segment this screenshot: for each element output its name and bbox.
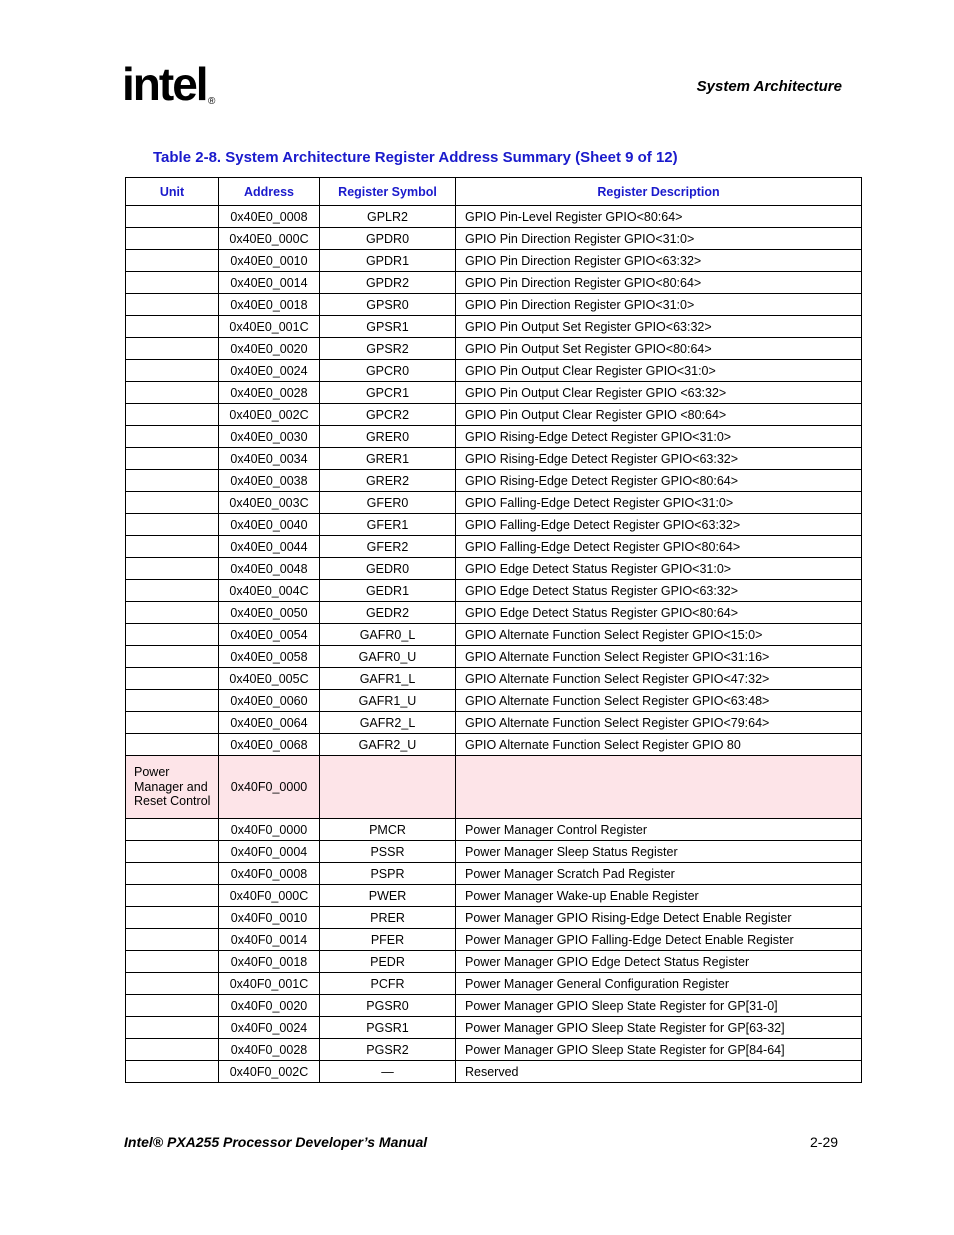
- unit-cell: [126, 448, 219, 470]
- register-description-cell: GPIO Pin Direction Register GPIO<31:0>: [456, 228, 862, 250]
- unit-cell: [126, 885, 219, 907]
- unit-cell: [126, 1017, 219, 1039]
- register-description-cell: Power Manager Scratch Pad Register: [456, 863, 862, 885]
- register-description-cell: Power Manager General Configuration Register: [456, 973, 862, 995]
- register-description-cell: Power Manager GPIO Edge Detect Status Register: [456, 951, 862, 973]
- register-description-cell: Power Manager Wake-up Enable Register: [456, 885, 862, 907]
- register-symbol-cell: GPSR0: [320, 294, 456, 316]
- unit-cell: [126, 228, 219, 250]
- register-description-cell: GPIO Alternate Function Select Register GPIO<47:32>: [456, 668, 862, 690]
- address-cell: 0x40F0_0024: [219, 1017, 320, 1039]
- register-symbol-cell: GPCR1: [320, 382, 456, 404]
- unit-cell: [126, 951, 219, 973]
- address-cell: 0x40E0_0060: [219, 690, 320, 712]
- register-symbol-cell: GFER2: [320, 536, 456, 558]
- address-cell: 0x40F0_000C: [219, 885, 320, 907]
- table-row: [126, 885, 862, 907]
- unit-cell: [126, 907, 219, 929]
- register-symbol-cell: GRER2: [320, 470, 456, 492]
- register-description-cell: GPIO Alternate Function Select Register GPIO<63:48>: [456, 690, 862, 712]
- address-cell: 0x40E0_0038: [219, 470, 320, 492]
- register-description-cell: GPIO Pin Output Clear Register GPIO<31:0>: [456, 360, 862, 382]
- table-row: [126, 338, 862, 360]
- register-description-cell: GPIO Pin Direction Register GPIO<63:32>: [456, 250, 862, 272]
- table-row: [126, 668, 862, 690]
- section-row: [126, 756, 862, 819]
- table-header-row: [126, 178, 862, 206]
- table-row: [126, 470, 862, 492]
- address-cell: 0x40E0_0040: [219, 514, 320, 536]
- register-description-cell: GPIO Rising-Edge Detect Register GPIO<31:0>: [456, 426, 862, 448]
- table-row: [126, 995, 862, 1017]
- register-symbol-cell: [320, 756, 456, 819]
- address-cell: 0x40F0_0010: [219, 907, 320, 929]
- register-table: [125, 177, 862, 1083]
- register-symbol-cell: GPLR2: [320, 206, 456, 228]
- table-row: [126, 382, 862, 404]
- register-description-cell: GPIO Pin Direction Register GPIO<80:64>: [456, 272, 862, 294]
- address-cell: 0x40F0_002C: [219, 1061, 320, 1083]
- address-cell: 0x40F0_0000: [219, 756, 320, 819]
- register-symbol-cell: GFER1: [320, 514, 456, 536]
- unit-cell: [126, 819, 219, 841]
- address-cell: 0x40F0_0028: [219, 1039, 320, 1061]
- register-symbol-cell: PRER: [320, 907, 456, 929]
- table-row: [126, 602, 862, 624]
- unit-cell: [126, 1039, 219, 1061]
- unit-cell: [126, 1061, 219, 1083]
- column-header-register-description: Register Description: [456, 178, 862, 206]
- address-cell: 0x40E0_0050: [219, 602, 320, 624]
- register-symbol-cell: GAFR1_U: [320, 690, 456, 712]
- footer-manual-title: Intel® PXA255 Processor Developer’s Manual: [124, 1134, 428, 1150]
- register-symbol-cell: PWER: [320, 885, 456, 907]
- register-description-cell: GPIO Falling-Edge Detect Register GPIO<31:0>: [456, 492, 862, 514]
- register-description-cell: GPIO Pin Output Set Register GPIO<63:32>: [456, 316, 862, 338]
- address-cell: 0x40E0_0030: [219, 426, 320, 448]
- table-caption: Table 2-8. System Architecture Register Address Summary (Sheet 9 of 12): [153, 149, 678, 166]
- unit-cell: [126, 426, 219, 448]
- address-cell: 0x40F0_0004: [219, 841, 320, 863]
- table-body: [126, 206, 862, 1083]
- unit-cell: [126, 338, 219, 360]
- unit-cell: [126, 536, 219, 558]
- register-symbol-cell: GAFR1_L: [320, 668, 456, 690]
- register-symbol-cell: GPDR0: [320, 228, 456, 250]
- register-symbol-cell: GPDR1: [320, 250, 456, 272]
- table-row: [126, 624, 862, 646]
- register-symbol-cell: GPCR2: [320, 404, 456, 426]
- address-cell: 0x40E0_003C: [219, 492, 320, 514]
- unit-cell: [126, 995, 219, 1017]
- unit-cell: [126, 294, 219, 316]
- unit-cell: [126, 929, 219, 951]
- table-row: [126, 250, 862, 272]
- unit-cell: [126, 404, 219, 426]
- register-symbol-cell: GRER0: [320, 426, 456, 448]
- register-symbol-cell: PCFR: [320, 973, 456, 995]
- register-symbol-cell: —: [320, 1061, 456, 1083]
- unit-cell: [126, 558, 219, 580]
- register-symbol-cell: GAFR0_U: [320, 646, 456, 668]
- address-cell: 0x40F0_0018: [219, 951, 320, 973]
- table-row: [126, 929, 862, 951]
- register-description-cell: Power Manager GPIO Sleep State Register for GP[63-32]: [456, 1017, 862, 1039]
- register-description-cell: GPIO Pin Direction Register GPIO<31:0>: [456, 294, 862, 316]
- register-description-cell: GPIO Falling-Edge Detect Register GPIO<80:64>: [456, 536, 862, 558]
- register-description-cell: GPIO Alternate Function Select Register GPIO<15:0>: [456, 624, 862, 646]
- table-row: [126, 863, 862, 885]
- register-description-cell: Reserved: [456, 1061, 862, 1083]
- register-symbol-cell: GEDR2: [320, 602, 456, 624]
- address-cell: 0x40E0_0020: [219, 338, 320, 360]
- register-symbol-cell: PSSR: [320, 841, 456, 863]
- table-row: [126, 404, 862, 426]
- column-header-unit: Unit: [126, 178, 219, 206]
- table-row: [126, 514, 862, 536]
- register-symbol-cell: GRER1: [320, 448, 456, 470]
- register-symbol-cell: PSPR: [320, 863, 456, 885]
- intel-logo: [122, 58, 232, 120]
- register-symbol-cell: GPSR2: [320, 338, 456, 360]
- table-row: [126, 558, 862, 580]
- column-header-register-symbol: Register Symbol: [320, 178, 456, 206]
- unit-cell: [126, 734, 219, 756]
- address-cell: 0x40E0_0008: [219, 206, 320, 228]
- address-cell: 0x40E0_0044: [219, 536, 320, 558]
- register-symbol-cell: PFER: [320, 929, 456, 951]
- table-row: [126, 951, 862, 973]
- register-description-cell: GPIO Rising-Edge Detect Register GPIO<80:64>: [456, 470, 862, 492]
- table-row: [126, 206, 862, 228]
- register-description-cell: GPIO Alternate Function Select Register GPIO<31:16>: [456, 646, 862, 668]
- address-cell: 0x40E0_0034: [219, 448, 320, 470]
- table-row: [126, 690, 862, 712]
- register-description-cell: Power Manager GPIO Rising-Edge Detect Enable Register: [456, 907, 862, 929]
- register-symbol-cell: PMCR: [320, 819, 456, 841]
- register-description-cell: GPIO Pin-Level Register GPIO<80:64>: [456, 206, 862, 228]
- unit-cell: [126, 841, 219, 863]
- section-title: System Architecture: [696, 78, 842, 95]
- address-cell: 0x40F0_0020: [219, 995, 320, 1017]
- table-row: [126, 536, 862, 558]
- table-row: [126, 426, 862, 448]
- unit-cell: [126, 624, 219, 646]
- address-cell: 0x40F0_001C: [219, 973, 320, 995]
- address-cell: 0x40E0_0058: [219, 646, 320, 668]
- address-cell: 0x40F0_0014: [219, 929, 320, 951]
- register-symbol-cell: PGSR2: [320, 1039, 456, 1061]
- unit-cell: [126, 360, 219, 382]
- register-description-cell: [456, 756, 862, 819]
- register-symbol-cell: GEDR0: [320, 558, 456, 580]
- unit-cell: [126, 470, 219, 492]
- table-row: [126, 1039, 862, 1061]
- register-description-cell: GPIO Pin Output Clear Register GPIO <80:64>: [456, 404, 862, 426]
- address-cell: 0x40E0_0048: [219, 558, 320, 580]
- unit-cell: [126, 690, 219, 712]
- table-row: [126, 228, 862, 250]
- address-cell: 0x40E0_0028: [219, 382, 320, 404]
- register-description-cell: Power Manager GPIO Sleep State Register for GP[31-0]: [456, 995, 862, 1017]
- table-row: [126, 1017, 862, 1039]
- register-symbol-cell: GAFR2_L: [320, 712, 456, 734]
- register-description-cell: Power Manager Sleep Status Register: [456, 841, 862, 863]
- register-symbol-cell: GPSR1: [320, 316, 456, 338]
- table-row: [126, 646, 862, 668]
- register-description-cell: GPIO Pin Output Clear Register GPIO <63:32>: [456, 382, 862, 404]
- unit-cell: Power Manager and Reset Control: [126, 756, 219, 819]
- address-cell: 0x40E0_005C: [219, 668, 320, 690]
- register-description-cell: GPIO Edge Detect Status Register GPIO<31:0>: [456, 558, 862, 580]
- table-row: [126, 734, 862, 756]
- address-cell: 0x40E0_0018: [219, 294, 320, 316]
- unit-cell: [126, 602, 219, 624]
- intel-wordmark: intel: [122, 58, 207, 110]
- unit-cell: [126, 863, 219, 885]
- register-symbol-cell: GEDR1: [320, 580, 456, 602]
- table-row: [126, 1061, 862, 1083]
- register-description-cell: Power Manager GPIO Falling-Edge Detect Enable Register: [456, 929, 862, 951]
- table-row: [126, 580, 862, 602]
- address-cell: 0x40E0_0064: [219, 712, 320, 734]
- registered-mark: ®: [208, 96, 216, 107]
- unit-cell: [126, 492, 219, 514]
- register-description-cell: GPIO Rising-Edge Detect Register GPIO<63:32>: [456, 448, 862, 470]
- register-description-cell: GPIO Edge Detect Status Register GPIO<80:64>: [456, 602, 862, 624]
- address-cell: 0x40E0_0010: [219, 250, 320, 272]
- table-row: [126, 360, 862, 382]
- address-cell: 0x40E0_0024: [219, 360, 320, 382]
- column-header-address: Address: [219, 178, 320, 206]
- unit-cell: [126, 382, 219, 404]
- unit-cell: [126, 580, 219, 602]
- address-cell: 0x40F0_0008: [219, 863, 320, 885]
- address-cell: 0x40E0_004C: [219, 580, 320, 602]
- unit-cell: [126, 250, 219, 272]
- register-description-cell: GPIO Alternate Function Select Register GPIO<79:64>: [456, 712, 862, 734]
- unit-cell: [126, 712, 219, 734]
- register-symbol-cell: PGSR1: [320, 1017, 456, 1039]
- table-row: [126, 448, 862, 470]
- table-row: [126, 316, 862, 338]
- unit-cell: [126, 206, 219, 228]
- register-symbol-cell: PGSR0: [320, 995, 456, 1017]
- unit-cell: [126, 272, 219, 294]
- unit-cell: [126, 514, 219, 536]
- page-number: 2-29: [810, 1134, 839, 1150]
- unit-cell: [126, 668, 219, 690]
- unit-cell: [126, 316, 219, 338]
- register-symbol-cell: GAFR0_L: [320, 624, 456, 646]
- table-row: [126, 841, 862, 863]
- register-symbol-cell: GPCR0: [320, 360, 456, 382]
- register-description-cell: Power Manager Control Register: [456, 819, 862, 841]
- address-cell: 0x40E0_002C: [219, 404, 320, 426]
- table-row: [126, 712, 862, 734]
- table-row: [126, 907, 862, 929]
- register-description-cell: GPIO Falling-Edge Detect Register GPIO<63:32>: [456, 514, 862, 536]
- unit-cell: [126, 646, 219, 668]
- register-description-cell: GPIO Edge Detect Status Register GPIO<63:32>: [456, 580, 862, 602]
- register-description-cell: GPIO Pin Output Set Register GPIO<80:64>: [456, 338, 862, 360]
- register-symbol-cell: GFER0: [320, 492, 456, 514]
- table-row: [126, 294, 862, 316]
- unit-cell: [126, 973, 219, 995]
- address-cell: 0x40E0_001C: [219, 316, 320, 338]
- address-cell: 0x40E0_0068: [219, 734, 320, 756]
- address-cell: 0x40E0_000C: [219, 228, 320, 250]
- register-symbol-cell: GAFR2_U: [320, 734, 456, 756]
- register-symbol-cell: PEDR: [320, 951, 456, 973]
- address-cell: 0x40E0_0014: [219, 272, 320, 294]
- register-description-cell: Power Manager GPIO Sleep State Register for GP[84-64]: [456, 1039, 862, 1061]
- address-cell: 0x40F0_0000: [219, 819, 320, 841]
- table-row: [126, 492, 862, 514]
- table-row: [126, 973, 862, 995]
- register-symbol-cell: GPDR2: [320, 272, 456, 294]
- table-row: [126, 819, 862, 841]
- table-row: [126, 272, 862, 294]
- address-cell: 0x40E0_0054: [219, 624, 320, 646]
- register-description-cell: GPIO Alternate Function Select Register GPIO 80: [456, 734, 862, 756]
